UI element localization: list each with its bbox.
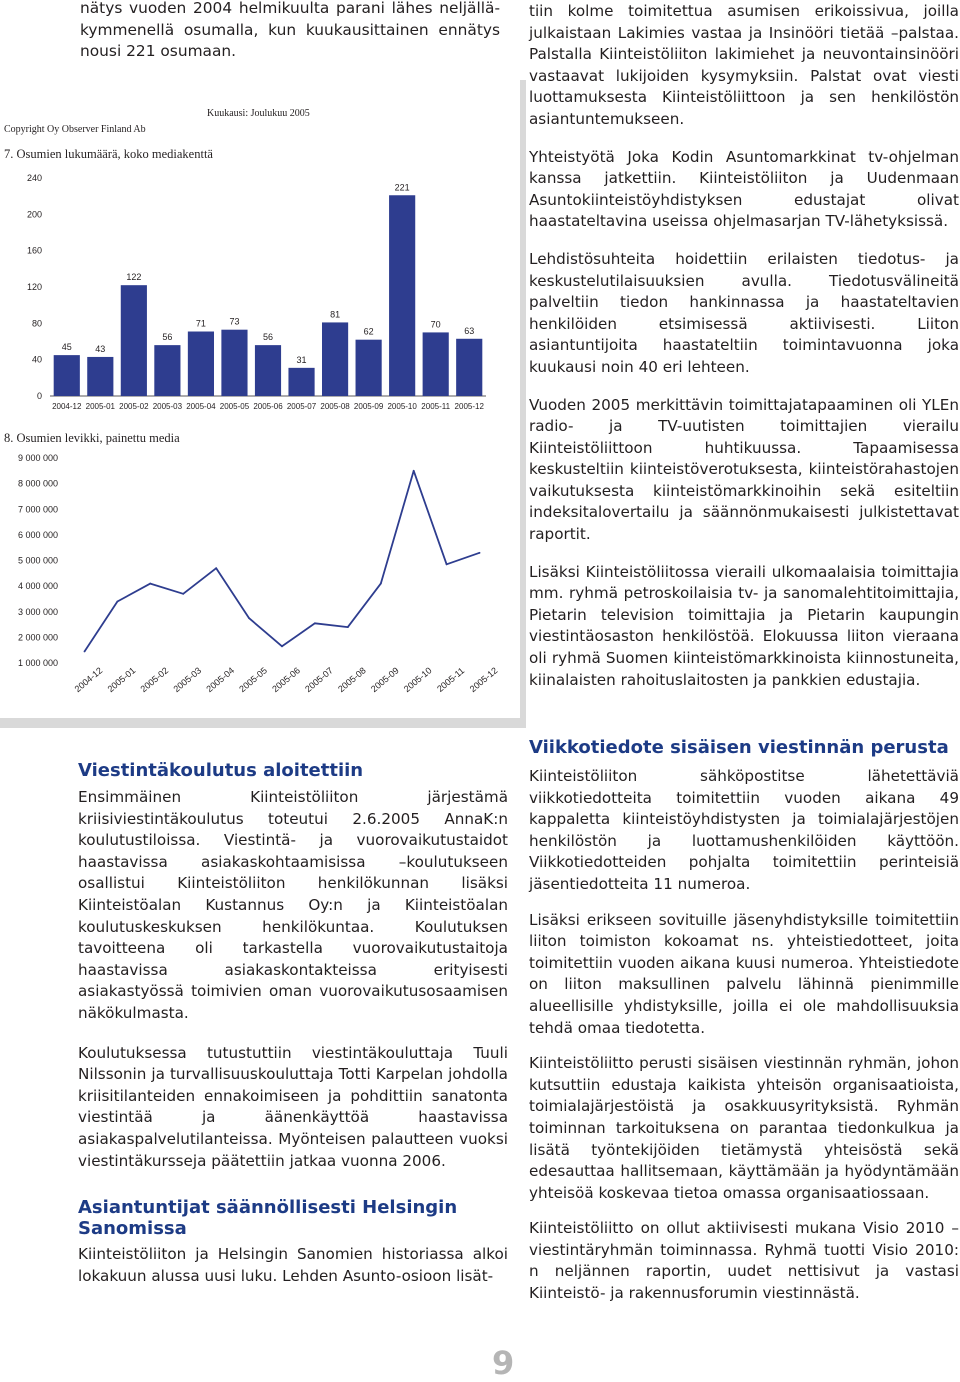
bar-2005-12 — [456, 339, 482, 396]
section-heading-viestintakoulutus: Viestintäkoulutus aloitettiin — [78, 760, 364, 781]
bar-x-tick-label: 2005-08 — [320, 402, 350, 411]
line-x-tick-label: 2005-07 — [303, 665, 335, 695]
bar-value-label: 122 — [126, 272, 142, 283]
line-x-tick-label: 2005-04 — [204, 665, 237, 695]
bar-x-tick-label: 2005-01 — [85, 402, 115, 411]
bar-x-tick-label: 2005-12 — [454, 402, 484, 411]
line-x-tick-label: 2005-05 — [237, 665, 270, 695]
line-y-tick-label: 9 000 000 — [17, 453, 58, 463]
line-y-tick-label: 3 000 000 — [17, 606, 58, 617]
bar-y-tick-label: 40 — [31, 354, 42, 365]
bar-x-tick-label: 2005-07 — [286, 402, 317, 411]
line-x-tick-label: 2004-12 — [72, 665, 105, 695]
paragraph: Ensimmäinen Kiinteistöliiton järjestämä kriisiviestintäkoulutus toteutui 2.6.2005 AnnaK:n koulutustiloissa. Viestintä- ja vuorovaikutustaidot haastavissa asiakaskohtaamisissa –koulutukseen osallistui Kiinteistöliiton henkilökunnan lisäksi Kiinteistöalan Kustannus Oy:n ja Kiinteistöalan koulutuskeskuksen henkilökuntaa. Koulutuksen tavoitteena oli tarkastella vuorovaikutustaitoja haastavissa asiakaskontakteissa erityisesti asiakastyössä toimivien oman vuorovaikutusosaamisen näkökulmasta. — [78, 788, 508, 1022]
bar-value-label: 56 — [262, 332, 274, 343]
line-x-tick-label: 2005-02 — [138, 665, 171, 695]
intro-paragraph: nätys vuoden 2004 helmikuulta parani lähes neljällä-kymmenellä osumalla, kun kuukausittainen ennätys nousi 221 osumaan. — [80, 0, 500, 61]
line-y-tick-label: 5 000 000 — [17, 555, 58, 566]
bar-2005-10 — [389, 195, 415, 396]
bar-x-tick-label: 2005-02 — [119, 402, 149, 411]
bar-x-tick-label: 2005-09 — [353, 402, 384, 411]
bar-y-tick-label: 240 — [26, 173, 42, 183]
bar-y-tick-label: 160 — [26, 245, 42, 256]
line-y-tick-label: 7 000 000 — [17, 504, 58, 515]
right-column-top — [529, 1, 959, 691]
page-number: 9 — [492, 1344, 514, 1382]
bar-value-label: 63 — [464, 325, 475, 336]
line-y-tick-label: 4 000 000 — [17, 581, 58, 592]
bar-value-label: 56 — [162, 332, 173, 343]
paragraph: Yhteistyötä Joka Kodin Asuntomarkkinat tv-ohjelman kanssa jatkettiin. Kiinteistöliiton ja Uudenmaan Asuntokiinteistöyhdistyksen edustajat olivat haastateltavina useissa ohjelmasarjan TV-lähetyksissä. — [529, 147, 959, 231]
bar-x-tick-label: 2004-12 — [52, 402, 82, 411]
bar-2005-03 — [154, 345, 180, 396]
bar-value-label: 45 — [61, 342, 72, 353]
line-y-tick-label: 8 000 000 — [17, 478, 58, 489]
line-y-tick-label: 6 000 000 — [17, 529, 58, 540]
bar-2005-07 — [288, 368, 314, 396]
chart-panel — [0, 78, 520, 718]
bar-chart-title: 7. Osumien lukumäärä, koko mediakenttä — [4, 147, 213, 161]
bar-2005-09 — [356, 340, 382, 396]
bar-value-label: 62 — [363, 326, 374, 337]
line-chart-title: 8. Osumien levikki, painettu media — [4, 431, 180, 445]
paragraph: Vuoden 2005 merkittävin toimittajatapaaminen oli YLEn radio- ja TV-uutisten toimittajien vierailu Kiinteistöliittoon huhtikuussa. Tapaamisessa keskusteltiin kiinteistöverotuksesta, kiinteistörahastojen vaikutuksesta kiinteistömarkkinoihin sekä esiteltiin indeksitalovertailu ja säännönmukaisesti julkistettavat raportit. — [529, 395, 959, 544]
bar-value-label: 71 — [195, 318, 206, 329]
line-point-2005-03 — [182, 593, 184, 595]
bar-y-tick-label: 200 — [26, 209, 42, 220]
paragraph: Lisäksi Kiinteistöliitossa vieraili ulkomaalaisia toimittajia mm. ryhmä petroskoilaisia tv- ja sanomalehtitoimittajia, Pietarin television toimittajia ja Pietarin kaupungin viestintäosaston henkilöstöä. Elokuussa liiton vieraana oli ryhmä Suomen kiinteistömarkkinoista kiinnostuneita, kiinalaisten rahoituslaitosten ja pankkien edustajia. — [529, 562, 959, 689]
line-x-tick-label: 2005-09 — [368, 665, 401, 695]
line-point-2005-06 — [281, 645, 283, 647]
bar-2004-12 — [54, 355, 80, 396]
line-point-2005-10 — [413, 470, 415, 472]
bar-y-tick-label: 120 — [26, 282, 42, 292]
section-heading-viikkotiedote: Viikkotiedote sisäisen viestinnän perusta — [529, 737, 949, 758]
bar-2005-06 — [255, 345, 281, 396]
line-point-2005-07 — [314, 622, 316, 624]
bar-value-label: 31 — [296, 354, 307, 365]
bar-2005-02 — [121, 285, 147, 396]
bar-2005-04 — [188, 332, 214, 396]
paragraph: Lehdistösuhteita hoidettiin erilaisten tiedotus- ja keskustelutilaisuuksien avulla. Tiedotusvälineitä palveltiin tiedon hankinnassa ja haastateltavien henkilöiden etsimisessä aktiivisesti. Liiton asiantuntijoita haastateltiin toimintavuonna joka kuukausi noin 40 eri lehteen. — [529, 249, 959, 376]
line-x-tick-label: 2005-08 — [336, 665, 368, 695]
bar-x-tick-label: 2005-06 — [253, 402, 283, 411]
bar-value-label: 81 — [330, 309, 341, 320]
bar-2005-05 — [221, 330, 247, 396]
line-point-2005-04 — [215, 567, 217, 569]
paragraph: Kiinteistöliiton sähköpostitse lähetettäviä viikkotiedotteita toimitettiin vuoden aikana 49 kappaletta kiinteistöyhdistysten ja toimialajärjestöjen henkilöstön ja luottamushenkilöiden käyttöön. Viikkotiedotteiden pohjalta toimitettiin perinteisiä jäsentiedotteita 11 numeroa. — [529, 767, 959, 893]
line-y-tick-label: 1 000 000 — [17, 658, 58, 668]
bar-x-tick-label: 2005-05 — [219, 402, 250, 411]
bar-x-tick-label: 2005-10 — [387, 402, 417, 411]
bar-x-tick-label: 2005-04 — [186, 402, 216, 411]
paragraph: Lisäksi erikseen sovituille jäsenyhdistyksille toimitettiin liiton toimiston kokoamat ns. yhteistiedotteet, joita toimitettiin vuoden aikana kuusi numeroa. Yhteistiedote on liiton maksullinen palvelu lähinnä pienimmille alueellisille yhdistyksille, joilla ei ole mahdollisuuksia tehdä omaa tiedotetta. — [529, 910, 959, 1037]
line-chart — [18, 453, 500, 694]
line-point-2005-09 — [380, 583, 382, 585]
section-heading-asiantuntijat: Asiantuntijat säännöllisesti Helsingin Sanomissa — [78, 1197, 458, 1239]
section-body-asiantuntijat: Kiinteistöliiton ja Helsingin Sanomien historiassa alkoi lokakuun alussa uusi luku. Lehden Asunto-osioon lisät- — [78, 1245, 508, 1285]
bar-x-tick-label: 2005-11 — [421, 402, 451, 411]
line-x-tick-label: 2005-11 — [435, 665, 467, 694]
line-x-tick-label: 2005-01 — [105, 665, 138, 695]
bar-y-tick-label: 0 — [36, 391, 42, 401]
bar-2005-01 — [87, 357, 113, 396]
copyright-label: Copyright Oy Observer Finland Ab — [4, 124, 146, 135]
section-body-viikkotiedote — [529, 766, 959, 1305]
line-point-2005-02 — [149, 583, 151, 585]
period-label: Kuukausi: Joulukuu 2005 — [207, 108, 310, 119]
bar-value-label: 43 — [95, 343, 106, 354]
charts-svg — [0, 78, 520, 718]
bar-chart — [27, 173, 486, 411]
line-x-tick-label: 2005-03 — [171, 665, 204, 695]
line-x-tick-label: 2005-06 — [270, 665, 302, 695]
bar-2005-11 — [423, 332, 449, 396]
paragraph: Kiinteistöliitto on ollut aktiivisesti mukana Visio 2010 –viestintäryhmän toiminnassa. Ryhmä tuotti Visio 2010: n neljännen raportin, uudet nettisivut ja vastasi Kiinteistö- ja rakennusforumin viestinnästä. — [529, 1219, 959, 1303]
line-point-2005-12 — [479, 552, 481, 554]
paragraph: Koulutuksessa tutustuttiin viestintäkouluttaja Tuuli Nilssonin ja turvallisuuskouluttaja Totti Karpelan johdolla kriisitilanteiden ennakoimiseen ja pohdittiin sanatonta viestintää ja äänenkäyttöä haastavissa asiakaspalvelutilanteissa. Myönteisen palautteen vuoksi viestintäkursseja päätettiin jatkaa vuonna 2006. — [78, 1043, 508, 1170]
bar-value-label: 73 — [229, 316, 240, 327]
bar-value-label: 221 — [394, 182, 410, 193]
paragraph: Kiinteistöliitto perusti sisäisen viestinnän ryhmän, johon kutsuttiin edustaja kaikista yhteisön organisaatioista, toimialajärjestöistä ja osakkuusyrityksistä. Ryhmän toiminnan tarkoituksena on parantaa tiedonkulkua ja lisätä työntekijöiden tietämystä yhteisöstä sekä edesauttaa hallitsemaan, käyttämään ja hyödyntämään yhteisöä koskevaa tietoa omassa organisaatiossaan. — [529, 1054, 959, 1202]
bar-value-label: 70 — [430, 319, 441, 330]
line-point-2004-12 — [84, 651, 86, 653]
bar-x-tick-label: 2005-03 — [152, 402, 183, 411]
line-y-tick-label: 2 000 000 — [17, 632, 58, 643]
bar-y-tick-label: 80 — [31, 318, 42, 329]
line-point-2005-05 — [248, 617, 250, 619]
paragraph: tiin kolme toimitettua asumisen erikoissivua, joilla julkaistaan Lakimies vastaa ja Insinööri tietää –palstaa. Palstalla Kiinteistöliiton lakimiehet ja neuvontainsinööri vastaavat lukijoiden kysymyksiin. Palstat ovat viesti luottamuksesta Kiinteistöliittoon ja sen henkilöstön asiantuntemukseen. — [529, 2, 959, 128]
line-x-tick-label: 2005-10 — [401, 665, 434, 695]
line-x-tick-label: 2005-12 — [467, 665, 500, 695]
line-point-2005-11 — [446, 563, 448, 565]
line-series — [85, 471, 480, 652]
line-point-2005-08 — [347, 626, 349, 628]
bar-2005-08 — [322, 322, 348, 396]
line-point-2005-01 — [116, 601, 118, 603]
section-body-viestintakoulutus — [78, 787, 508, 1172]
